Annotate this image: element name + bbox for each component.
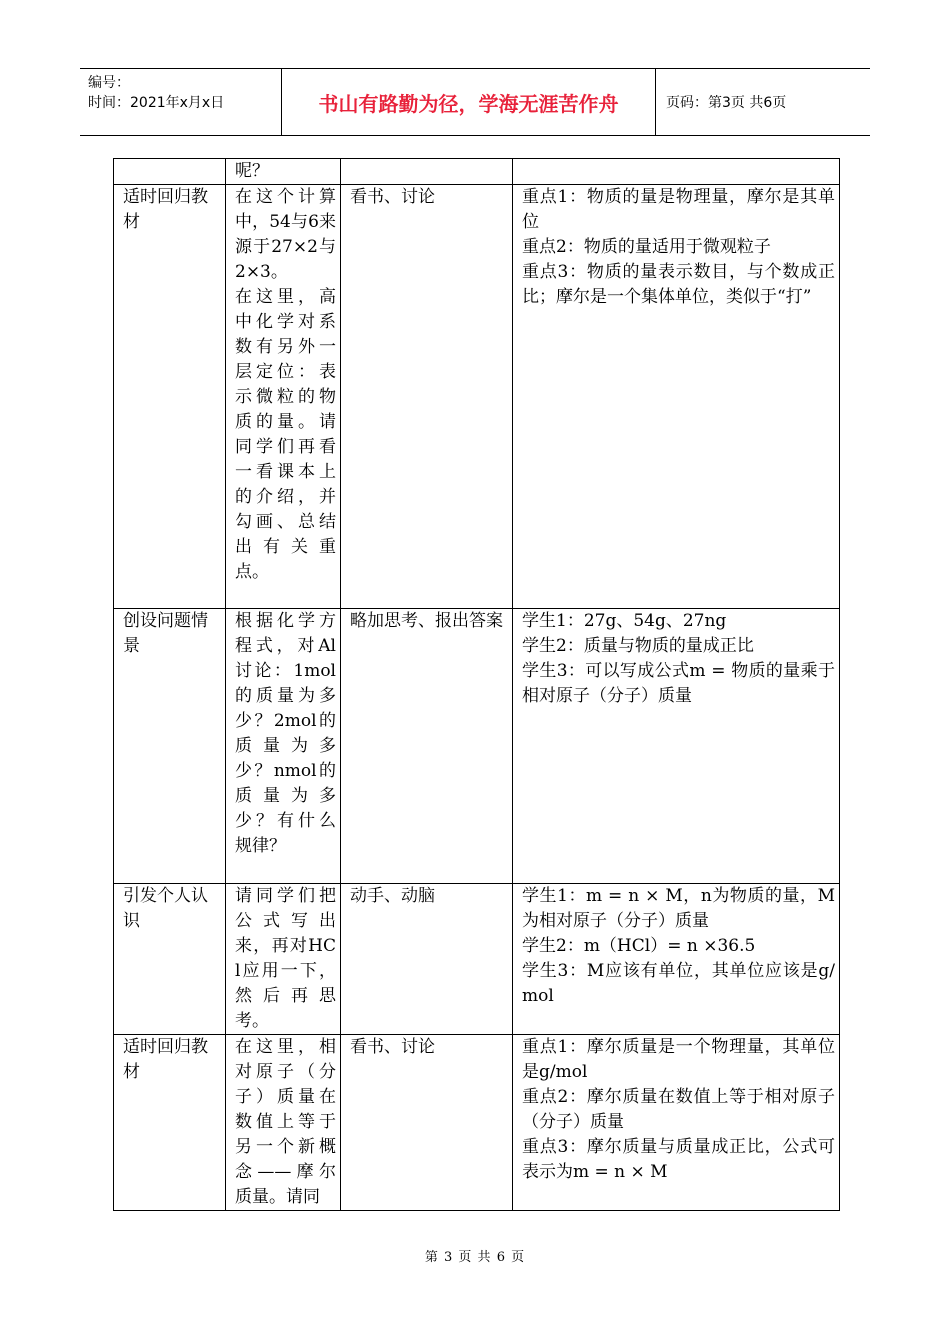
teacher-text: 在这里，相对原子（分子）质量在数值上等于另一个新概念——摩尔质量。请同	[235, 1037, 336, 1207]
teacher-text: 在这里，高中化学对系数有另外一层定位：表示微粒的物质的量。请同学们再看一看课本上的介绍，并勾画、总结出有关重点。	[235, 287, 336, 582]
teacher-cell	[226, 884, 341, 1035]
header-left	[80, 69, 282, 135]
teacher-text: 呢？	[235, 161, 269, 181]
result-cell	[513, 884, 840, 1035]
stage-cell: 适时回归教材	[114, 185, 226, 609]
teacher-cell	[226, 159, 341, 185]
result-text: 学生3：可以写成公式m = 物质的量乘于相对原子（分子）质量	[522, 661, 835, 706]
result-text: 重点3：物质的量表示数目，与个数成正比；摩尔是一个集体单位，类似于“打”	[522, 262, 835, 307]
teacher-cell	[226, 185, 341, 609]
teacher-cell	[226, 609, 341, 884]
result-text: 学生1：27g、54g、27ng	[522, 611, 727, 631]
stage-cell	[114, 159, 226, 185]
student-activity-cell	[341, 159, 513, 185]
result-text: 学生2：质量与物质的量成正比	[522, 636, 754, 656]
table-row	[114, 884, 840, 1035]
page-footer: 第 3 页 共 6 页	[424, 1250, 526, 1265]
student-activity-cell: 看书、讨论	[341, 185, 513, 609]
result-text: 学生3：M应该有单位，其单位应该是g/mol	[522, 961, 835, 1006]
stage-cell: 引发个人认识	[114, 884, 226, 1035]
result-cell	[513, 609, 840, 884]
teacher-cell	[226, 1035, 341, 1211]
table-row	[114, 185, 840, 609]
result-text: 学生2：m（HCl）= n ×36.5	[522, 936, 756, 956]
header-time: 时间：2021年x月x日	[88, 95, 225, 111]
header-page-info: 页码：第3页 共6页	[666, 95, 787, 111]
stage-cell: 适时回归教材	[114, 1035, 226, 1211]
header-bianhao: 编号：	[88, 75, 130, 91]
result-text: 重点1：物质的量是物理量，摩尔是其单位	[522, 187, 835, 232]
student-activity-cell: 略加思考、报出答案	[341, 609, 513, 884]
result-text: 重点2：物质的量适用于微观粒子	[522, 237, 771, 257]
teacher-text: 根据化学方程式，对Al讨论：1mol的质量为多少？2mol的质量为多少？nmol的质量为多少？有什么规律？	[235, 611, 336, 856]
result-cell	[513, 185, 840, 609]
table-row	[114, 1035, 840, 1211]
student-activity-cell: 看书、讨论	[341, 1035, 513, 1211]
student-activity-cell: 动手、动脑	[341, 884, 513, 1035]
result-text: 重点1：摩尔质量是一个物理量，其单位是g/mol	[522, 1037, 835, 1082]
header-motto: 书山有路勤为径，学海无涯苦作舟	[282, 69, 656, 135]
result-text: 重点2：摩尔质量在数值上等于相对原子（分子）质量	[522, 1087, 835, 1132]
result-text: 学生1：m = n × M，n为物质的量，M为相对原子（分子）质量	[522, 886, 835, 931]
stage-cell: 创设问题情景	[114, 609, 226, 884]
page-header	[80, 68, 870, 136]
result-cell	[513, 1035, 840, 1211]
teacher-text: 在这个计算中，54与6来源于27×2与2×3。	[235, 187, 336, 282]
table-row	[114, 609, 840, 884]
table-row	[114, 159, 840, 185]
result-text: 重点3：摩尔质量与质量成正比，公式可表示为m = n × M	[522, 1137, 835, 1182]
lesson-table	[113, 158, 840, 1211]
teacher-text: 请同学们把公式写出来，再对HCl应用一下，然后再思考。	[235, 886, 336, 1031]
result-cell	[513, 159, 840, 185]
